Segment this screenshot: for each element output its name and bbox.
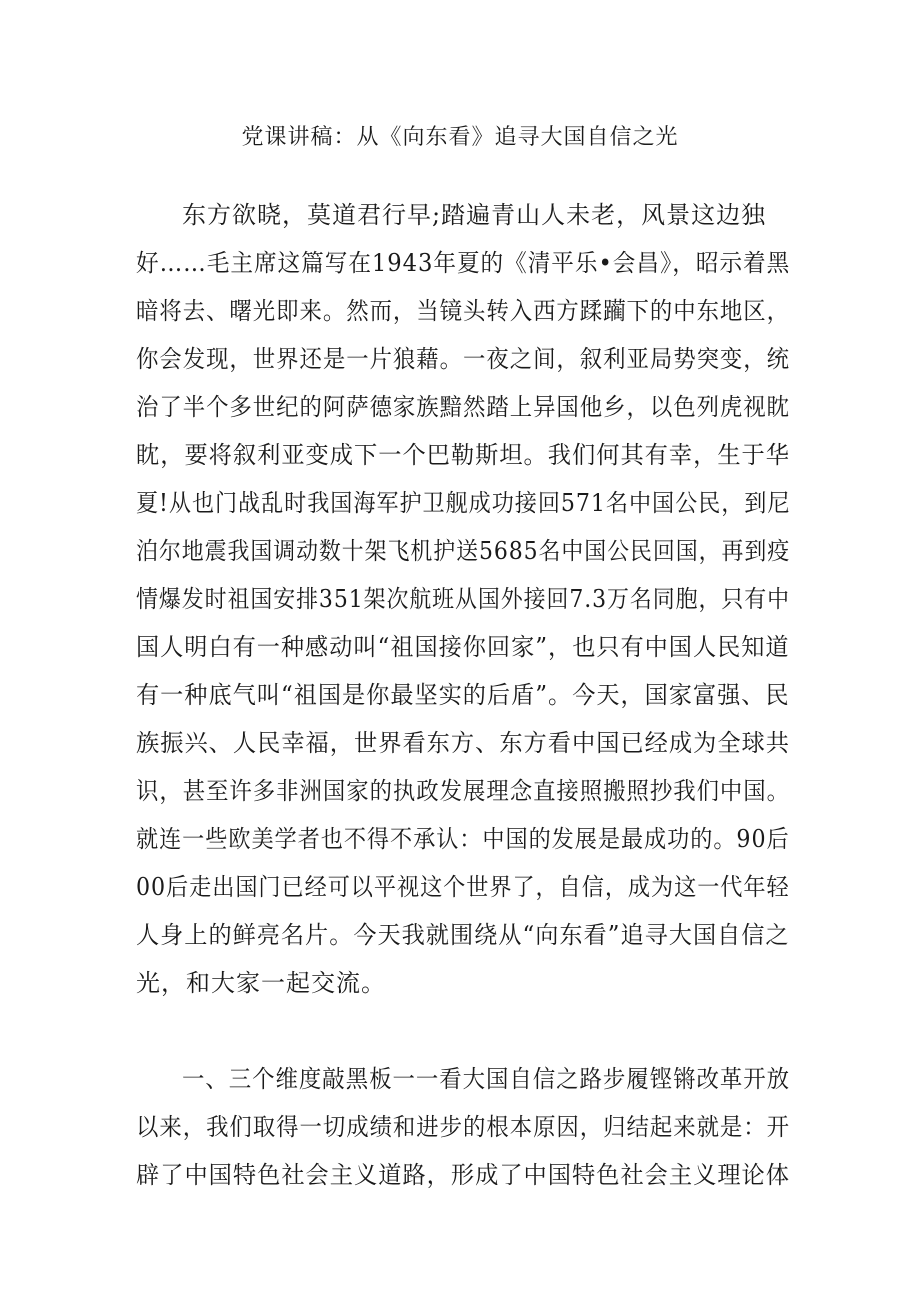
paragraph-line: 暗将去、曙光即来。然而，当镜头转入西方蹂躏下的中东地区， (136, 297, 790, 325)
paragraph-line: 夏!从也门战乱时我国海军护卫舰成功接回571名中国公民，到尼 (136, 489, 791, 517)
paragraph-line: 你会发现，世界还是一片狼藉。一夜之间，叙利亚局势突变，统 (136, 345, 790, 373)
paragraph-line: 好……毛主席这篇写在1943年夏的《清平乐•会昌》，昭示着黑 (136, 249, 791, 277)
paragraph-line: 族振兴、人民幸福，世界看东方、东方看中国已经成为全球共 (136, 729, 790, 757)
paragraph-line: 有一种底气叫“祖国是你最坚实的后盾”。今天，国家富强、民 (136, 681, 790, 709)
paragraph-line: 辟了中国特色社会主义道路，形成了中国特色社会主义理论体 (136, 1161, 790, 1189)
paragraph-line: 泊尔地震我国调动数十架飞机护送5685名中国公民回国，再到疫 (136, 537, 791, 565)
paragraph-line: 就连一些欧美学者也不得不承认：中国的发展是最成功的。90后 (136, 825, 790, 853)
paragraph-line: 一、三个维度敲黑板一一看大国自信之路步履铿锵改革开放 (182, 1065, 790, 1093)
paragraph-line: 00后走出国门已经可以平视这个世界了，自信，成为这一代年轻 (136, 873, 790, 901)
paragraph-line: 识，甚至许多非洲国家的执政发展理念直接照搬照抄我们中国。 (136, 777, 790, 805)
paragraph-line: 光，和大家一起交流。 (136, 969, 386, 997)
paragraph-line: 治了半个多世纪的阿萨德家族黯然踏上异国他乡，以色列虎视眈 (136, 393, 790, 421)
paragraph-line: 眈，要将叙利亚变成下一个巴勒斯坦。我们何其有幸，生于华 (136, 441, 790, 469)
paragraph-line: 情爆发时祖国安排351架次航班从国外接回7.3万名同胞，只有中 (136, 585, 790, 613)
paragraph-line: 东方欲晓，莫道君行早;踏遍青山人未老，风景这边独 (182, 201, 767, 229)
paragraph-line: 国人明白有一种感动叫“祖国接你回家”，也只有中国人民知道 (136, 633, 790, 661)
document-title: 党课讲稿：从《向东看》追寻大国自信之光 (241, 125, 679, 150)
paragraph-line: 以来，我们取得一切成绩和进步的根本原因，归结起来就是：开 (136, 1113, 790, 1141)
paragraph-line: 人身上的鲜亮名片。今天我就围绕从“向东看”追寻大国自信之 (136, 921, 790, 949)
